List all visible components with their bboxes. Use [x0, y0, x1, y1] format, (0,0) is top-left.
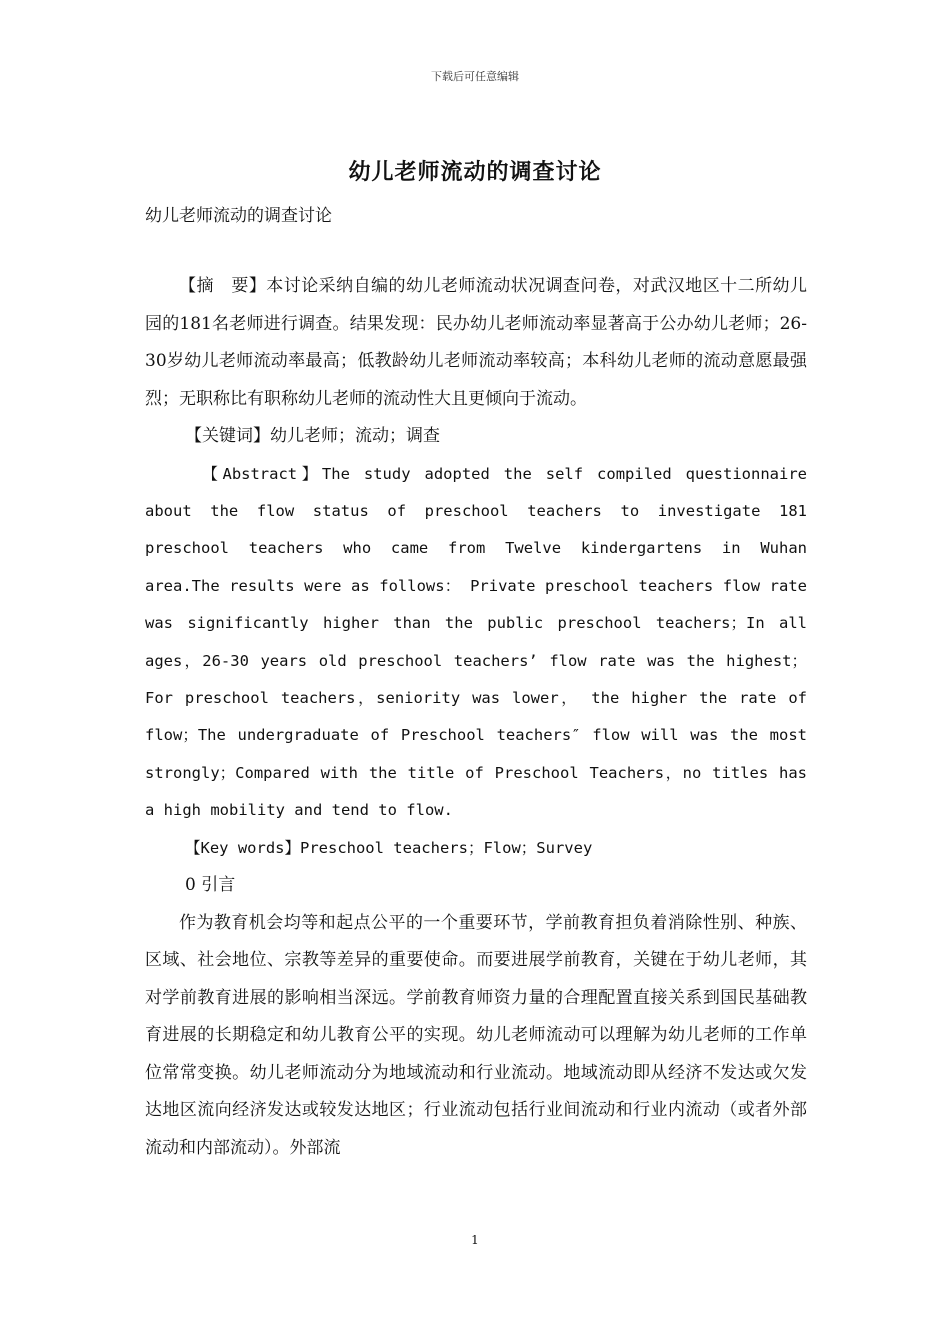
document-title: 幼儿老师流动的调查讨论	[348, 159, 602, 185]
page-number: 1	[471, 1233, 479, 1247]
header-note: 下载后可任意编辑	[431, 70, 519, 83]
keywords-cn: 【关键词】幼儿老师；流动；调查	[185, 426, 440, 446]
section-heading: 0 引言	[185, 875, 236, 896]
intro-paragraph: 作为教育机会均等和起点公平的一个重要环节，学前教育担负着消除性别、种族、区域、社会地位、宗教等差异的重要使命。而要进展学前教育，关键在于幼儿老师，其对学前教育进展的影响相当深远。学前教育师资力量的合理配置直接关系到国民基础教育进展的长期稳定和幼儿教育公平的实现。幼儿老师流动可以理解为幼儿老师的工作单位常常变换。幼儿老师流动分为地域流动和行业流动。地域流动即从经济不发达或欠发达地区流向经济发达或较发达地区；行业流动包括行业间流动和行业内流动（或者外部流动和内部流动）。外部流	[145, 912, 807, 1158]
keywords-en	[145, 830, 807, 868]
abstract-en: 【Abstract】The study adopted the self compiled questionnaire about the flow status of preschool teachers to investigate 181 preschool teachers who came from Twelve kindergartens in Wuhan area.The results were as follows： Private preschool teachers flow rate was significantly higher than the public preschool teachers；In all ages，26-30 years old preschool teachers’ flow rate was the highest；For preschool teachers，seniority was lower， the higher the rate of flow；The undergraduate of Preschool teachers″ flow will was the most strongly；Compared with the title of Preschool Teachers，no titles has a high mobility and tend to flow.	[145, 464, 807, 820]
abstract-cn: 【摘 要】本讨论采纳自编的幼儿老师流动状况调查问卷，对武汉地区十二所幼儿园的181名老师进行调查。结果发现：民办幼儿老师流动率显著高于公办幼儿老师；26-30岁幼儿老师流动率最高；低教龄幼儿老师流动率较高；本科幼儿老师的流动意愿最强烈；无职称比有职称幼儿老师的流动性大且更倾向于流动。	[145, 276, 807, 409]
document-subtitle: 幼儿老师流动的调查讨论	[145, 206, 332, 226]
document-body	[145, 268, 807, 1167]
keywords-en-text: 【Key words】Preschool teachers；Flow；Survey	[185, 838, 593, 857]
